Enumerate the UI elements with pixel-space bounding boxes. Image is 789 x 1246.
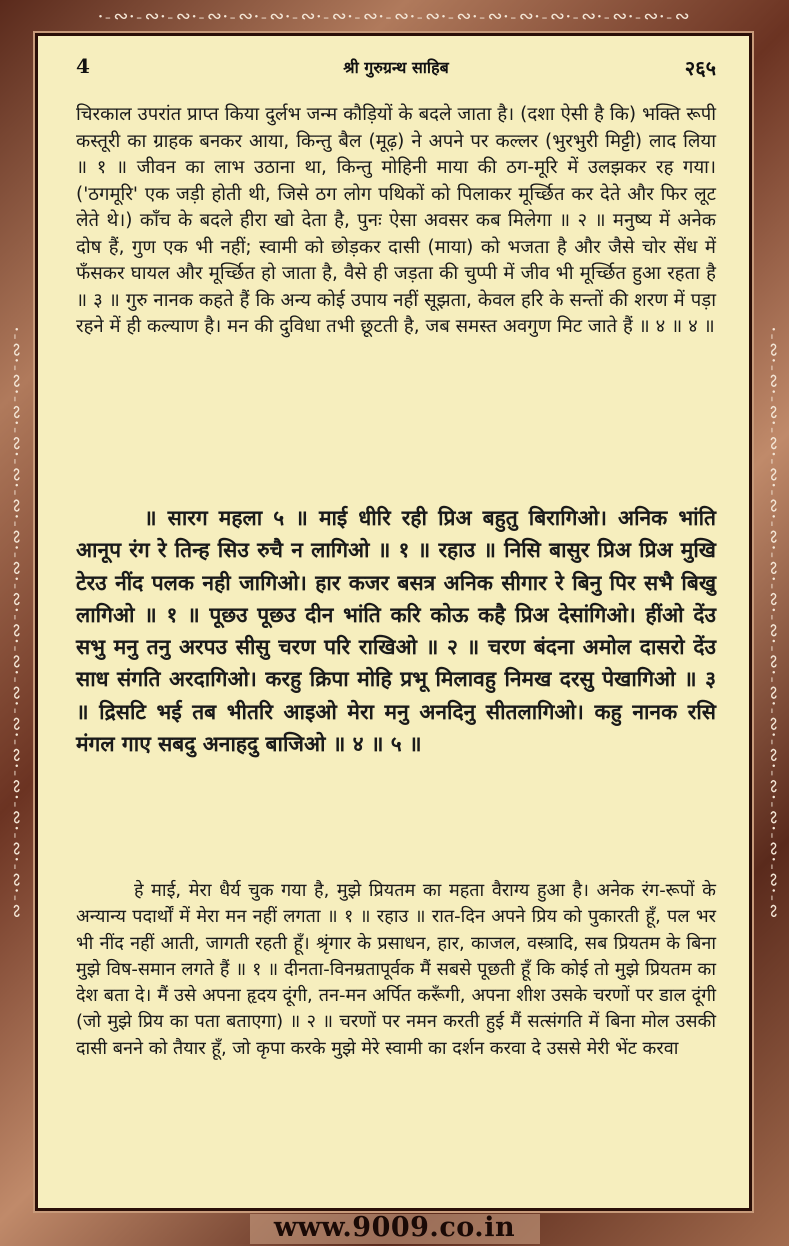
border-ornament-top: •ꩽ∾•ꩽ∾•ꩽ∾•ꩽ∾•ꩽ∾•ꩽ∾•ꩽ∾•ꩽ∾•ꩽ∾•ꩽ∾•ꩽ∾•ꩽ∾•ꩽ∾•ꩽ∾•ꩽ∾•ꩽ∾•ꩽ∾•ꩽ∾•ꩽ∾ <box>98 6 691 27</box>
page-number: 4 <box>76 54 90 78</box>
border-ornament-left: •ꩽ∾•ꩽ∾•ꩽ∾•ꩽ∾•ꩽ∾•ꩽ∾•ꩽ∾•ꩽ∾•ꩽ∾•ꩽ∾•ꩽ∾•ꩽ∾•ꩽ∾•ꩽ∾•ꩽ∾•ꩽ∾•ꩽ∾•ꩽ∾•ꩽ∾ <box>6 326 27 920</box>
book-page <box>38 36 749 1208</box>
page-header <box>76 54 716 84</box>
page-number-devanagari: २६५ <box>684 56 716 80</box>
translation-paragraph-1: चिरकाल उपरांत प्राप्त किया दुर्लभ जन्म कौड़ियों के बदले जाता है। (दशा ऐसी है कि) भक्ति रूपी कस्तूरी का ग्राहक बनकर आया, किन्तु बैल (मूढ़) ने अपने पर कल्लर (भुरभुरी मिट्टी) लाद लिया ॥ १ ॥ जीवन का लाभ उठाना था, किन्तु मोहिनी माया की ठग-मूरि में उलझकर रह गया। ('ठगमूरि' एक जड़ी होती थी, जिसे ठग लोग पथिकों को पिलाकर मूर्च्छित कर देते और फिर लूट लेते थे।) काँच के बदले हीरा खो देता है, पुनः ऐसा अवसर कब मिलेगा ॥ २ ॥ मनुष्य में अनेक दोष हैं, गुण एक भी नहीं; स्वामी को छोड़कर दासी (माया) को भजता है और जैसे चोर सेंध में फँसकर घायल और मूर्च्छित हो जाता है, वैसे ही जड़ता की चुप्पी में जीव भी मूर्च्छित हुआ रहता है ॥ ३ ॥ गुरु नानक कहते हैं कि अन्य कोई उपाय नहीं सूझता, केवल हरि के सन्तों की शरण में पड़ा रहने में ही कल्याण है। मन की दुविधा तभी छूटती है, जब समस्त अवगुण मिट जाते हैं ॥ ४ ॥ ४ ॥ <box>76 104 716 337</box>
translation-paragraph-2: हे माई, मेरा धैर्य चुक गया है, मुझे प्रियतम का महता वैराग्य हुआ है। अनेक रंग-रूपों के अन्यान्य पदार्थों में मेरा मन नहीं लगता ॥ १ ॥ रहाउ ॥ रात-दिन अपने प्रिय को पुकारती हूँ, पल भर भी नींद नहीं आती, जागती रहती हूँ। श्रृंगार के प्रसाधन, हार, काजल, वस्त्रादि, सब प्रियतम के बिना मुझे विष-समान लगते हैं ॥ १ ॥ दीनता-विनम्रतापूर्वक मैं सबसे पूछती हूँ कि कोई तो मुझे प्रियतम का देश बता दे। मैं उसे अपना हृदय दूंगी, तन-मन अर्पित करूँगी, अपना शीश उसके चरणों पर डाल दूंगी (जो मुझे प्रिय का पता बताएगा) ॥ २ ॥ चरणों पर नमन करती हुई मैं सत्संगति में बिना मोल उसकी दासी बनने को तैयार हूँ, जो कृपा करके मुझे मेरे स्वामी का दर्शन करवा दे उससे मेरी भेंट करवा <box>76 880 716 1059</box>
shabad-verse: ॥ सारग महला ५ ॥ माई धीरि रही प्रिअ बहुतु बिरागिओ। अनिक भांति आनूप रंग रे तिन्ह सिउ रुचै न लागिओ ॥ १ ॥ रहाउ ॥ निसि बासुर प्रिअ प्रिअ मुखि टेरउ नींद पलक नही जागिओ। हार कजर बसत्र अनिक सीगार रे बिनु पिर सभै बिखु लागिओ ॥ १ ॥ पूछउ पूछउ दीन भांति करि कोऊ कहै प्रिअ देसांगिओ। हींओ देंउ सभु मनु तनु अरपउ सीसु चरण परि राखिओ ॥ २ ॥ चरण बंदना अमोल दासरो देंउ साध संगति अरदागिओ। करहु क्रिपा मोहि प्रभू मिलावहु निमख दरसु पेखागिओ ॥ ३ ॥ द्रिसटि भई तब भीतरि आइओ मेरा मनु अनदिनु सीतलागिओ। कहु नानक रसि मंगल गाए सबदु अनाहदु बाजिओ ॥ ४ ॥ ५ ॥ <box>76 506 716 757</box>
border-ornament-right: •ꩽ∾•ꩽ∾•ꩽ∾•ꩽ∾•ꩽ∾•ꩽ∾•ꩽ∾•ꩽ∾•ꩽ∾•ꩽ∾•ꩽ∾•ꩽ∾•ꩽ∾•ꩽ∾•ꩽ∾•ꩽ∾•ꩽ∾•ꩽ∾•ꩽ∾ <box>763 326 784 920</box>
book-title: श्री गुरुग्रन्थ साहिब <box>343 58 449 77</box>
website-url[interactable]: www.9009.co.in <box>273 1212 516 1243</box>
